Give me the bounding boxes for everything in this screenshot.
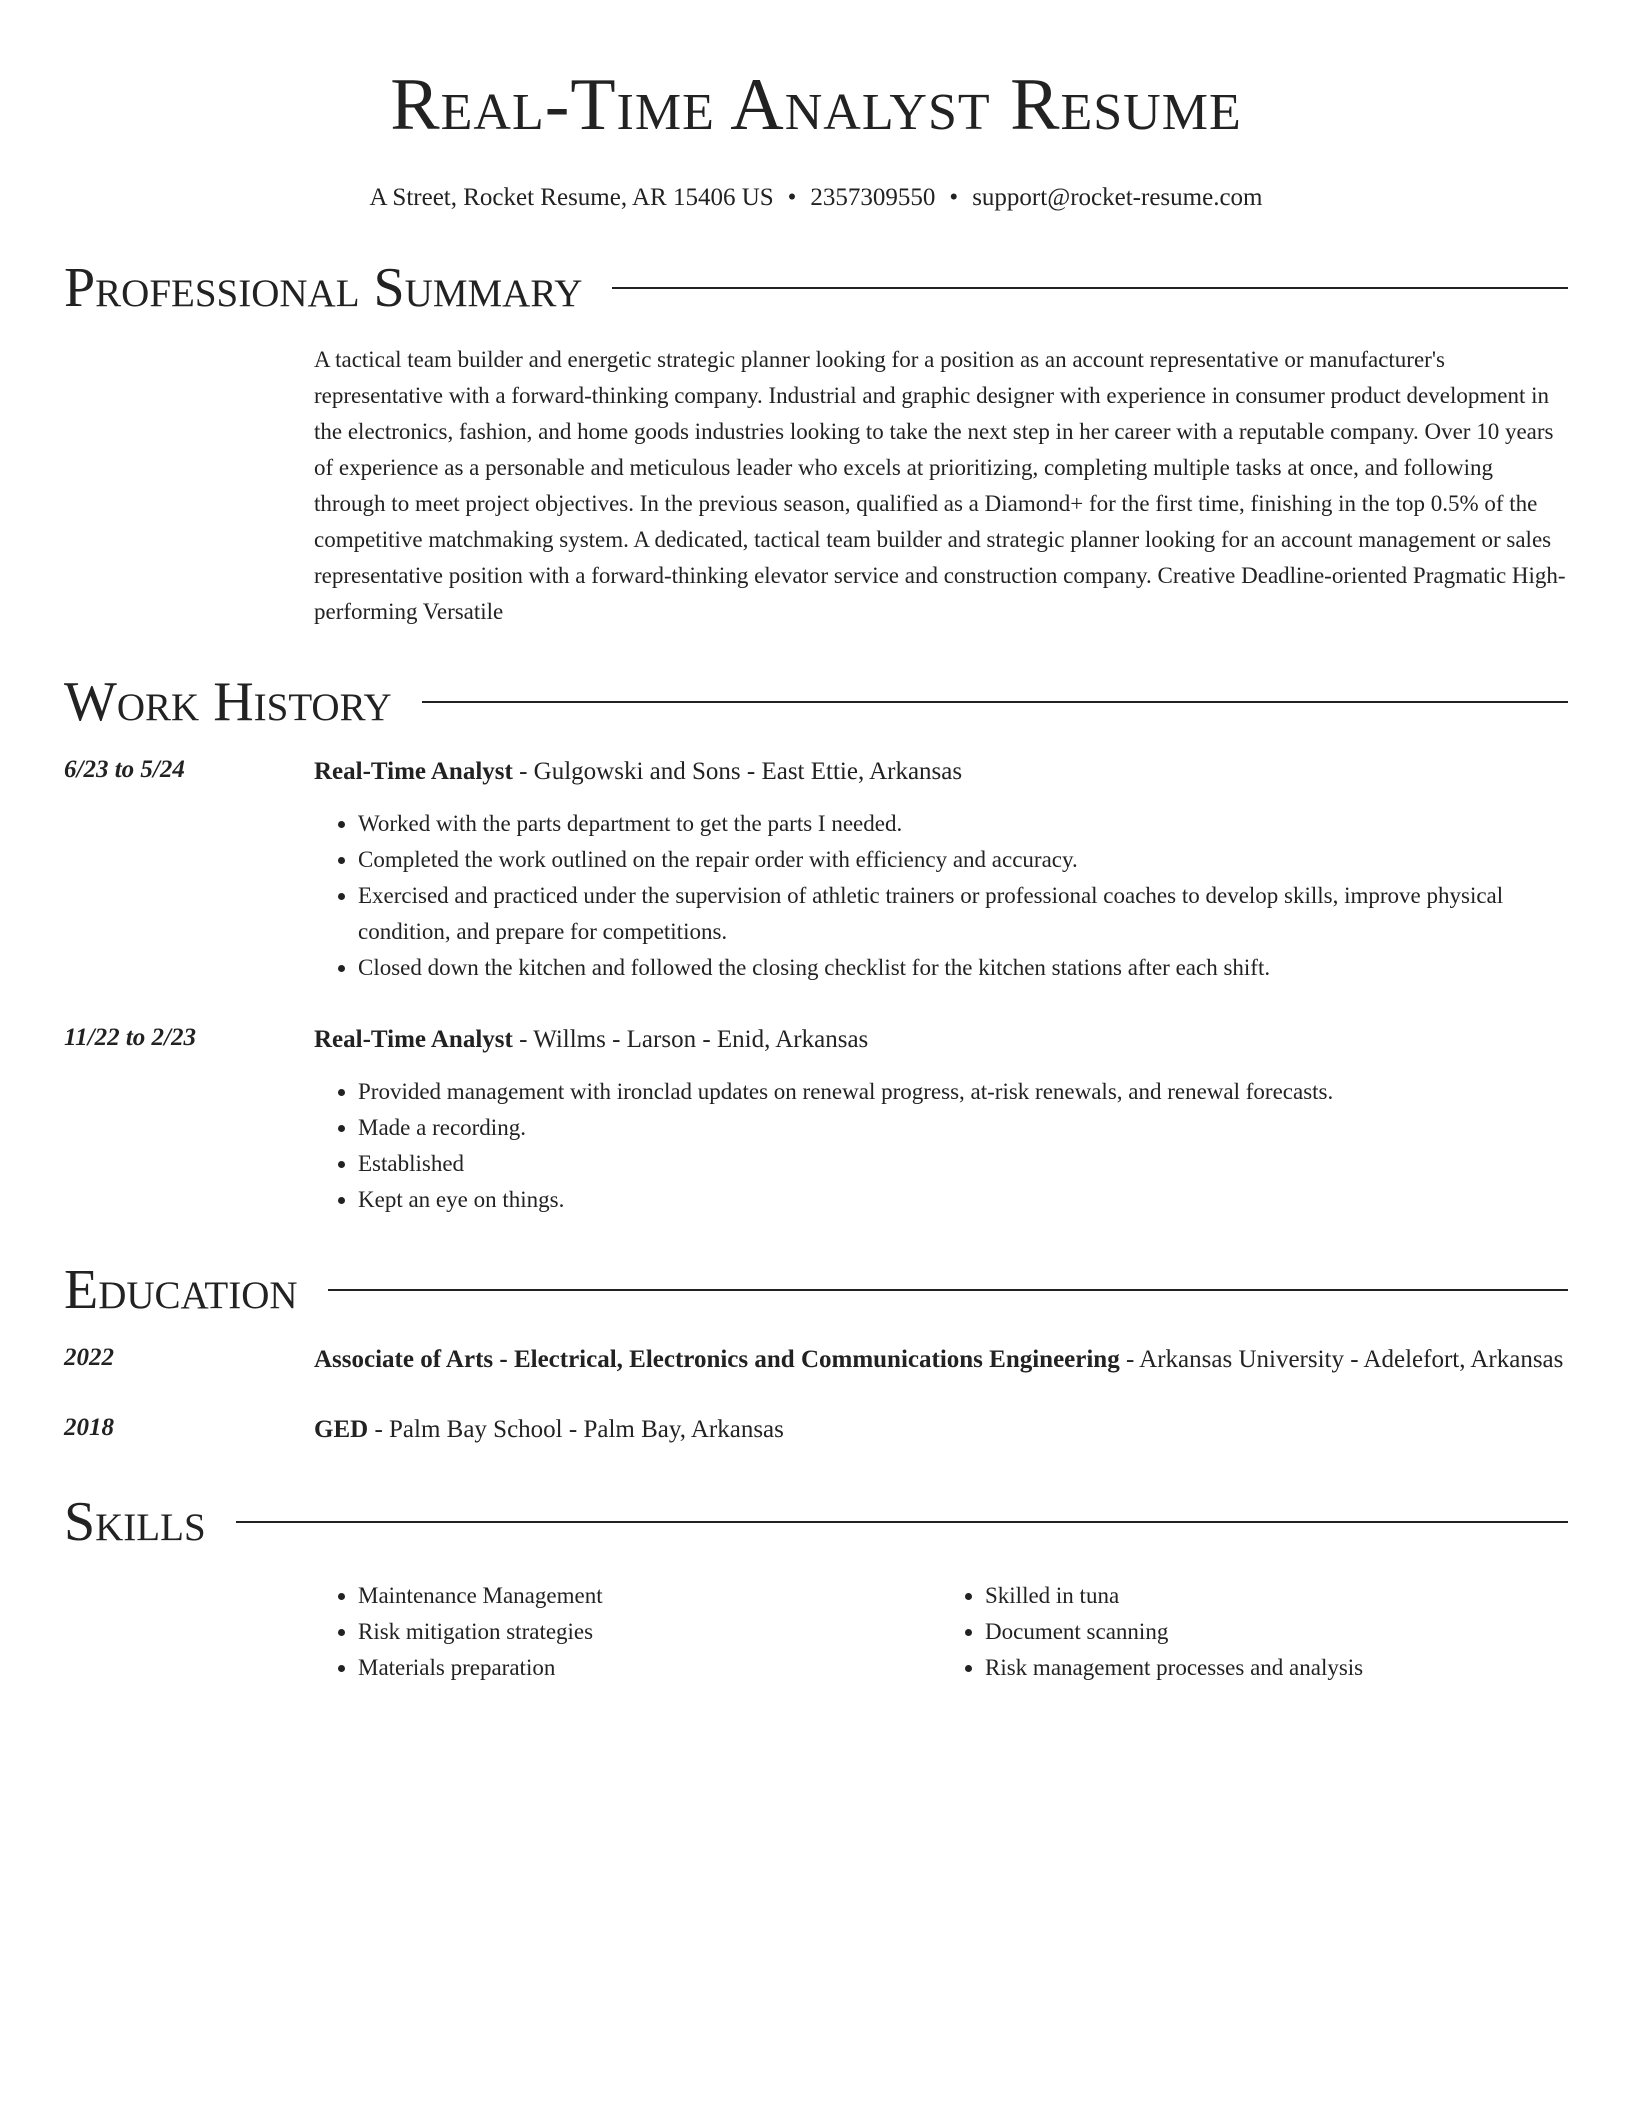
summary-spacer (64, 342, 314, 630)
job-title: Real-Time Analyst (314, 758, 513, 785)
section-header-skills (64, 1490, 1568, 1554)
job-bullet: • Kept an eye on things. (358, 1182, 1568, 1218)
contact-address: A Street, Rocket Resume, AR 15406 US (369, 184, 774, 211)
contact-email: support@rocket-resume.com (972, 184, 1263, 211)
section-header-education (64, 1258, 1568, 1322)
education-content (314, 1340, 1568, 1380)
summary-row (64, 342, 1568, 630)
work-entry (64, 1020, 1568, 1218)
education-year: 2018 (64, 1414, 114, 1441)
work-dates: 11/22 to 2/23 (64, 1024, 196, 1051)
skills-row (64, 1554, 1568, 1686)
education-year: 2022 (64, 1344, 114, 1371)
education-content (314, 1410, 1568, 1450)
section-header-work (64, 670, 1568, 734)
work-dates: 6/23 to 5/24 (64, 756, 185, 783)
skills-spacer (64, 1554, 314, 1686)
work-title-line (314, 752, 1568, 792)
job-title: Real-Time Analyst (314, 1026, 513, 1053)
section-header-summary (64, 256, 1568, 320)
education-details: - Arkansas University - Adelefort, Arkansas (1119, 1346, 1564, 1373)
job-bullet: • Made a recording. (358, 1110, 1568, 1146)
skill-item: • Materials preparation (358, 1650, 941, 1686)
degree-name: GED (314, 1416, 369, 1443)
section-heading: Skills (64, 1491, 206, 1553)
skills-list-left (314, 1578, 941, 1686)
contact-phone: 2357309550 (810, 184, 936, 211)
work-content (314, 752, 1568, 986)
section-divider (236, 1521, 1568, 1523)
job-bullets (314, 806, 1568, 986)
job-bullet: • Closed down the kitchen and followed the closing checklist for the kitchen stations after each shift. (358, 950, 1568, 986)
degree-name: Associate of Arts - Electrical, Electronics and Communications Engineering (314, 1346, 1120, 1373)
resume-title: Real-Time Analyst Resume (390, 64, 1242, 146)
skills-list-right (941, 1578, 1568, 1686)
skill-item: • Maintenance Management (358, 1578, 941, 1614)
job-bullet: • Exercised and practiced under the supervision of athletic trainers or professional coaches to develop skills, improve physical condition, and prepare for competitions. (358, 878, 1568, 950)
skill-item: • Skilled in tuna (985, 1578, 1568, 1614)
contact-separator: • (949, 184, 959, 211)
job-bullets (314, 1074, 1568, 1218)
education-details: - Palm Bay School - Palm Bay, Arkansas (368, 1416, 784, 1443)
summary-text: A tactical team builder and energetic strategic planner looking for a position as an account representative or manufacturer's representative with a forward-thinking company. Industrial and graphic designer with experience in consumer product development in the electronics, fashion, and home goods industries looking to take the next step in her career with a reputable company. Over 10 years of experience as a personable and meticulous leader who excels at prioritizing, completing multiple tasks at once, and following through to meet project objectives. In the previous season, qualified as a Diamond+ for the first time, finishing in the top 0.5% of the competitive matchmaking system. A dedicated, tactical team builder and strategic planner looking for an account management or sales representative position with a forward-thinking elevator service and construction company. Creative Deadline-oriented Pragmatic High-performing Versatile (314, 347, 1566, 624)
skill-item: • Risk management processes and analysis (985, 1650, 1568, 1686)
section-divider (422, 701, 1568, 703)
job-details: - Willms - Larson - Enid, Arkansas (512, 1026, 869, 1053)
section-heading: Professional Summary (64, 257, 583, 319)
work-entry (64, 752, 1568, 986)
skill-item: • Risk mitigation strategies (358, 1614, 941, 1650)
work-title-line (314, 1020, 1568, 1060)
job-details: - Gulgowski and Sons - East Ettie, Arkansas (512, 758, 963, 785)
skill-item: • Document scanning (985, 1614, 1568, 1650)
skills-grid (314, 1578, 1568, 1686)
section-divider (612, 287, 1568, 289)
skills-content (314, 1554, 1568, 1686)
section-heading: Education (64, 1259, 298, 1321)
job-bullet: • Completed the work outlined on the repair order with efficiency and accuracy. (358, 842, 1568, 878)
education-entry (64, 1340, 1568, 1380)
education-entry (64, 1410, 1568, 1450)
job-bullet: • Provided management with ironclad updates on renewal progress, at-risk renewals, and renewal forecasts. (358, 1074, 1568, 1110)
job-bullet: • Established (358, 1146, 1568, 1182)
contact-separator: • (787, 184, 797, 211)
work-content (314, 1020, 1568, 1218)
section-divider (328, 1289, 1568, 1291)
contact-info (64, 180, 1568, 216)
section-heading: Work History (64, 671, 392, 733)
job-bullet: • Worked with the parts department to get the parts I needed. (358, 806, 1568, 842)
